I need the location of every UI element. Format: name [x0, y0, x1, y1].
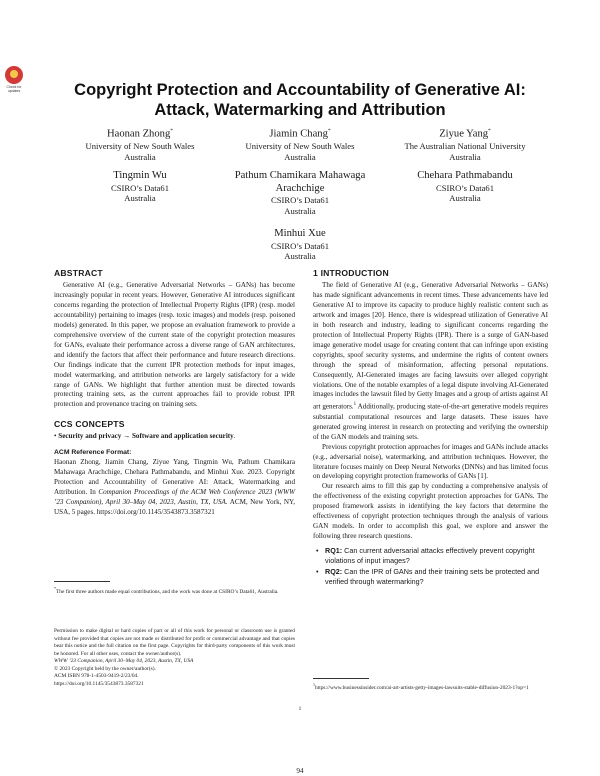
logo-text: Check for updates [6, 85, 22, 93]
author-block [215, 170, 385, 216]
permission-block [54, 628, 295, 688]
author-name: Ziyue Yang [439, 128, 489, 140]
author-affiliation: CSIRO’s Data61 [270, 195, 329, 205]
right-column [313, 268, 548, 588]
footnote-rule [54, 581, 110, 582]
ccs-concepts: • Security and privacy → Software and application security. [54, 432, 236, 441]
left-column [54, 268, 295, 518]
author-block [220, 125, 380, 162]
author-affiliation: CSIRO’s Data61 [435, 182, 494, 193]
author-country: Australia [124, 151, 156, 162]
url-footnote: $^1$https://www.businessinsider.com/ai-art-artists-getty-images-lawsuits-stable-diffusion-2023-1?op=1 [313, 682, 529, 691]
abstract-text: Generative AI (e.g., Generative Adversarial Networks – GANs) has become increasingly popular in recent years. However, Generative AI introduces significant concerns regarding the protection of Intellectual Property Rights (IPR) (resp. model accountability) pertaining to images (resp. toxic images) and models (resp. poisoned models) generated. In this paper, we propose an evaluation framework to provide a comprehensive overview of the current state of the copyright protection measures for GANs, evaluate their performance across a diverse range of GAN architectures, and identify the factors that affect their performance and future research directions. Our findings indicate that the current IPR protection methods for input images, model watermarking, and attribution networks are largely satisfactory for a wide range of GANs. We highlight that further attention must be directed towards protecting training sets, as the current approaches fail to provide robust IPR protection and provenance tracing on training sets. [54, 281, 295, 409]
paper-title [40, 80, 560, 120]
acm-reference-heading: ACM Reference Format: [54, 449, 132, 457]
introduction-heading: 1 INTRODUCTION [313, 268, 389, 278]
title-line-1: Copyright Protection and Accountability of Generative AI: [74, 81, 526, 99]
author-affiliation: The Australian National University [404, 141, 526, 152]
author-block [60, 125, 220, 162]
author-name: Jiamin Chang [269, 128, 328, 140]
author-name: Tingmin Wu [113, 170, 167, 181]
author-name: Pathum Chamikara Mahawaga [234, 170, 366, 181]
research-questions [313, 546, 548, 587]
permission-text: Permission to make digital or hard copies of part or all of this work for personal or classroom use is granted without fee provided that copies are not made or distributed for profit or commercial advantage and that copies bear this notice and the full citation on the first page. Copyrights for third-party components of this work must be honored. For all other uses, contact the owner/author(s). [54, 628, 295, 657]
page-number: 94 [296, 767, 304, 775]
author-name: Minhui Xue [274, 228, 326, 239]
author-block [380, 170, 550, 204]
conference-line: WWW ’23 Companion, April 30–May 04, 2023, Austin, TX, USA [54, 658, 194, 664]
author-country: Australia [284, 151, 316, 162]
footnote-link[interactable]: https://www.businessinsider.com/ai-art-artists-getty-images-lawsuits-stable-diffusion-2023-1?op=1 [315, 684, 529, 691]
author-block [60, 170, 220, 204]
author-affiliation: CSIRO’s Data61 [270, 240, 329, 251]
acm-reference-text: Haonan Zhong, Jiamin Chang, Ziyue Yang, Tingmin Wu, Pathum Chamikara Mahawaga Arachchige, Chehara Pathmabandu, and Minhui Xue. 2023. Copyright Protection and Accountability of Generative AI: Attack, Watermarking and Attribution. In Companion Proceedings of the ACM Web Conference 2023 (WWW ’23 Companion), April 30–May 04, 2023, Austin, TX, USA. ACM, New York, NY, USA, 5 pages. https://doi.org/10.1145/3543873.3587321 [54, 458, 295, 517]
ccs-heading: CCS CONCEPTS [54, 419, 125, 430]
author-country: Australia [449, 193, 481, 204]
acm-reference-venue: Companion Proceedings of the ACM Web Conference 2023 (WWW ’23 Companion), April 30–May 04, 2023, Austin, TX, USA. [54, 488, 295, 507]
author-block [220, 228, 380, 262]
mini-page-number: 1 [298, 706, 302, 712]
research-question-2: • RQ2: Can the IPR of GANs and their training sets be protected and verified through watermarking? [313, 567, 548, 587]
equal-contribution-footnote: *The first three authors made equal contributions, and the work was done at CSIRO’s Data61, Australia. [54, 586, 279, 595]
doi-link[interactable]: https://doi.org/10.1145/3543873.3587321 [54, 680, 144, 687]
author-affiliation: CSIRO’s Data61 [110, 182, 169, 193]
footnote-rule [313, 678, 369, 679]
check-for-updates-logo[interactable] [3, 66, 25, 93]
author-name: Chehara Pathmabandu [417, 170, 513, 181]
abstract-heading: ABSTRACT [54, 268, 103, 278]
copyright-line: © 2023 Copyright held by the owner/author(s). [54, 665, 156, 672]
research-question-1: • RQ1: Can current adversarial attacks effectively prevent copyright violations of input images? [313, 546, 548, 566]
intro-paragraph-1: The field of Generative AI (e.g., Generative Adversarial Networks – GANs) has made significant advancements in recent times. These advancements have led Generative AI to improve its capacity to produce highly realistic content such as artwork and images [20]. Hence, there is widespread utilization of Generative AI in both research and industry, leading to significant concerns regarding the protection of Intellectual Property Rights (IPR). There is a surge of GAN-based image generative model usage for creating content that can infringe upon existing copyrights, spoof security systems, and undermine the rights of content owners through the spread of misinformation, affecting personal reputations. Consequently, AI-Generated images are facing lawsuits over alleged copyright violations. One of the notable examples of a legal dispute involving AI-Generated images includes the lawsuit filed by Getty Images and a group of artists against AI art generators.$^1$ Additionally, producing state-of-the-art generative models requires substantial computational resources and large datasets. These issues have generated growing interest in research on protecting and verifying the ownership of the GAN models and training sets. [313, 281, 548, 441]
author-country: Australia [449, 151, 481, 162]
author-affiliation: University of New South Wales [245, 141, 355, 152]
author-country: Australia [124, 193, 156, 204]
intro-paragraph-2: Previous copyright protection approaches for images and GANs include attacks (e.g., adversarial noise), watermarking, and attribution techniques. However, the literature focuses mainly on Deep Neural Networks (DNNs) and has limited focus on developing copyright protection frameworks of GANs [1]. [313, 442, 548, 481]
crossmark-icon [5, 66, 23, 84]
intro-paragraph-3: Our research aims to fill this gap by conducting a comprehensive analysis of the effectiveness of the existing copyright protection approaches for GANs. The proposed framework assists in identifying the key factors that determine the effectiveness of copyright protection techniques through the analysis of various GAN models. In order to accomplish this goal, we explore and answer the following three research questions. [313, 482, 548, 541]
ccs-concept: Security and privacy → Software and application security [58, 432, 234, 441]
footnote-marker: 1 [353, 402, 357, 408]
author-name: Haonan Zhong [106, 128, 171, 140]
author-mark: * [170, 128, 173, 134]
title-line-2: Attack, Watermarking and Attribution [154, 101, 446, 119]
author-mark: * [488, 128, 491, 134]
author-affiliation: University of New South Wales [85, 141, 195, 152]
author-country: Australia [284, 205, 316, 216]
author-name-continued: Arachchige [275, 182, 325, 194]
isbn-line: ACM ISBN 978-1-4503-9419-2/23/04. [54, 673, 139, 679]
author-block [380, 125, 550, 162]
author-mark: * [327, 128, 331, 134]
author-country: Australia [284, 251, 316, 262]
